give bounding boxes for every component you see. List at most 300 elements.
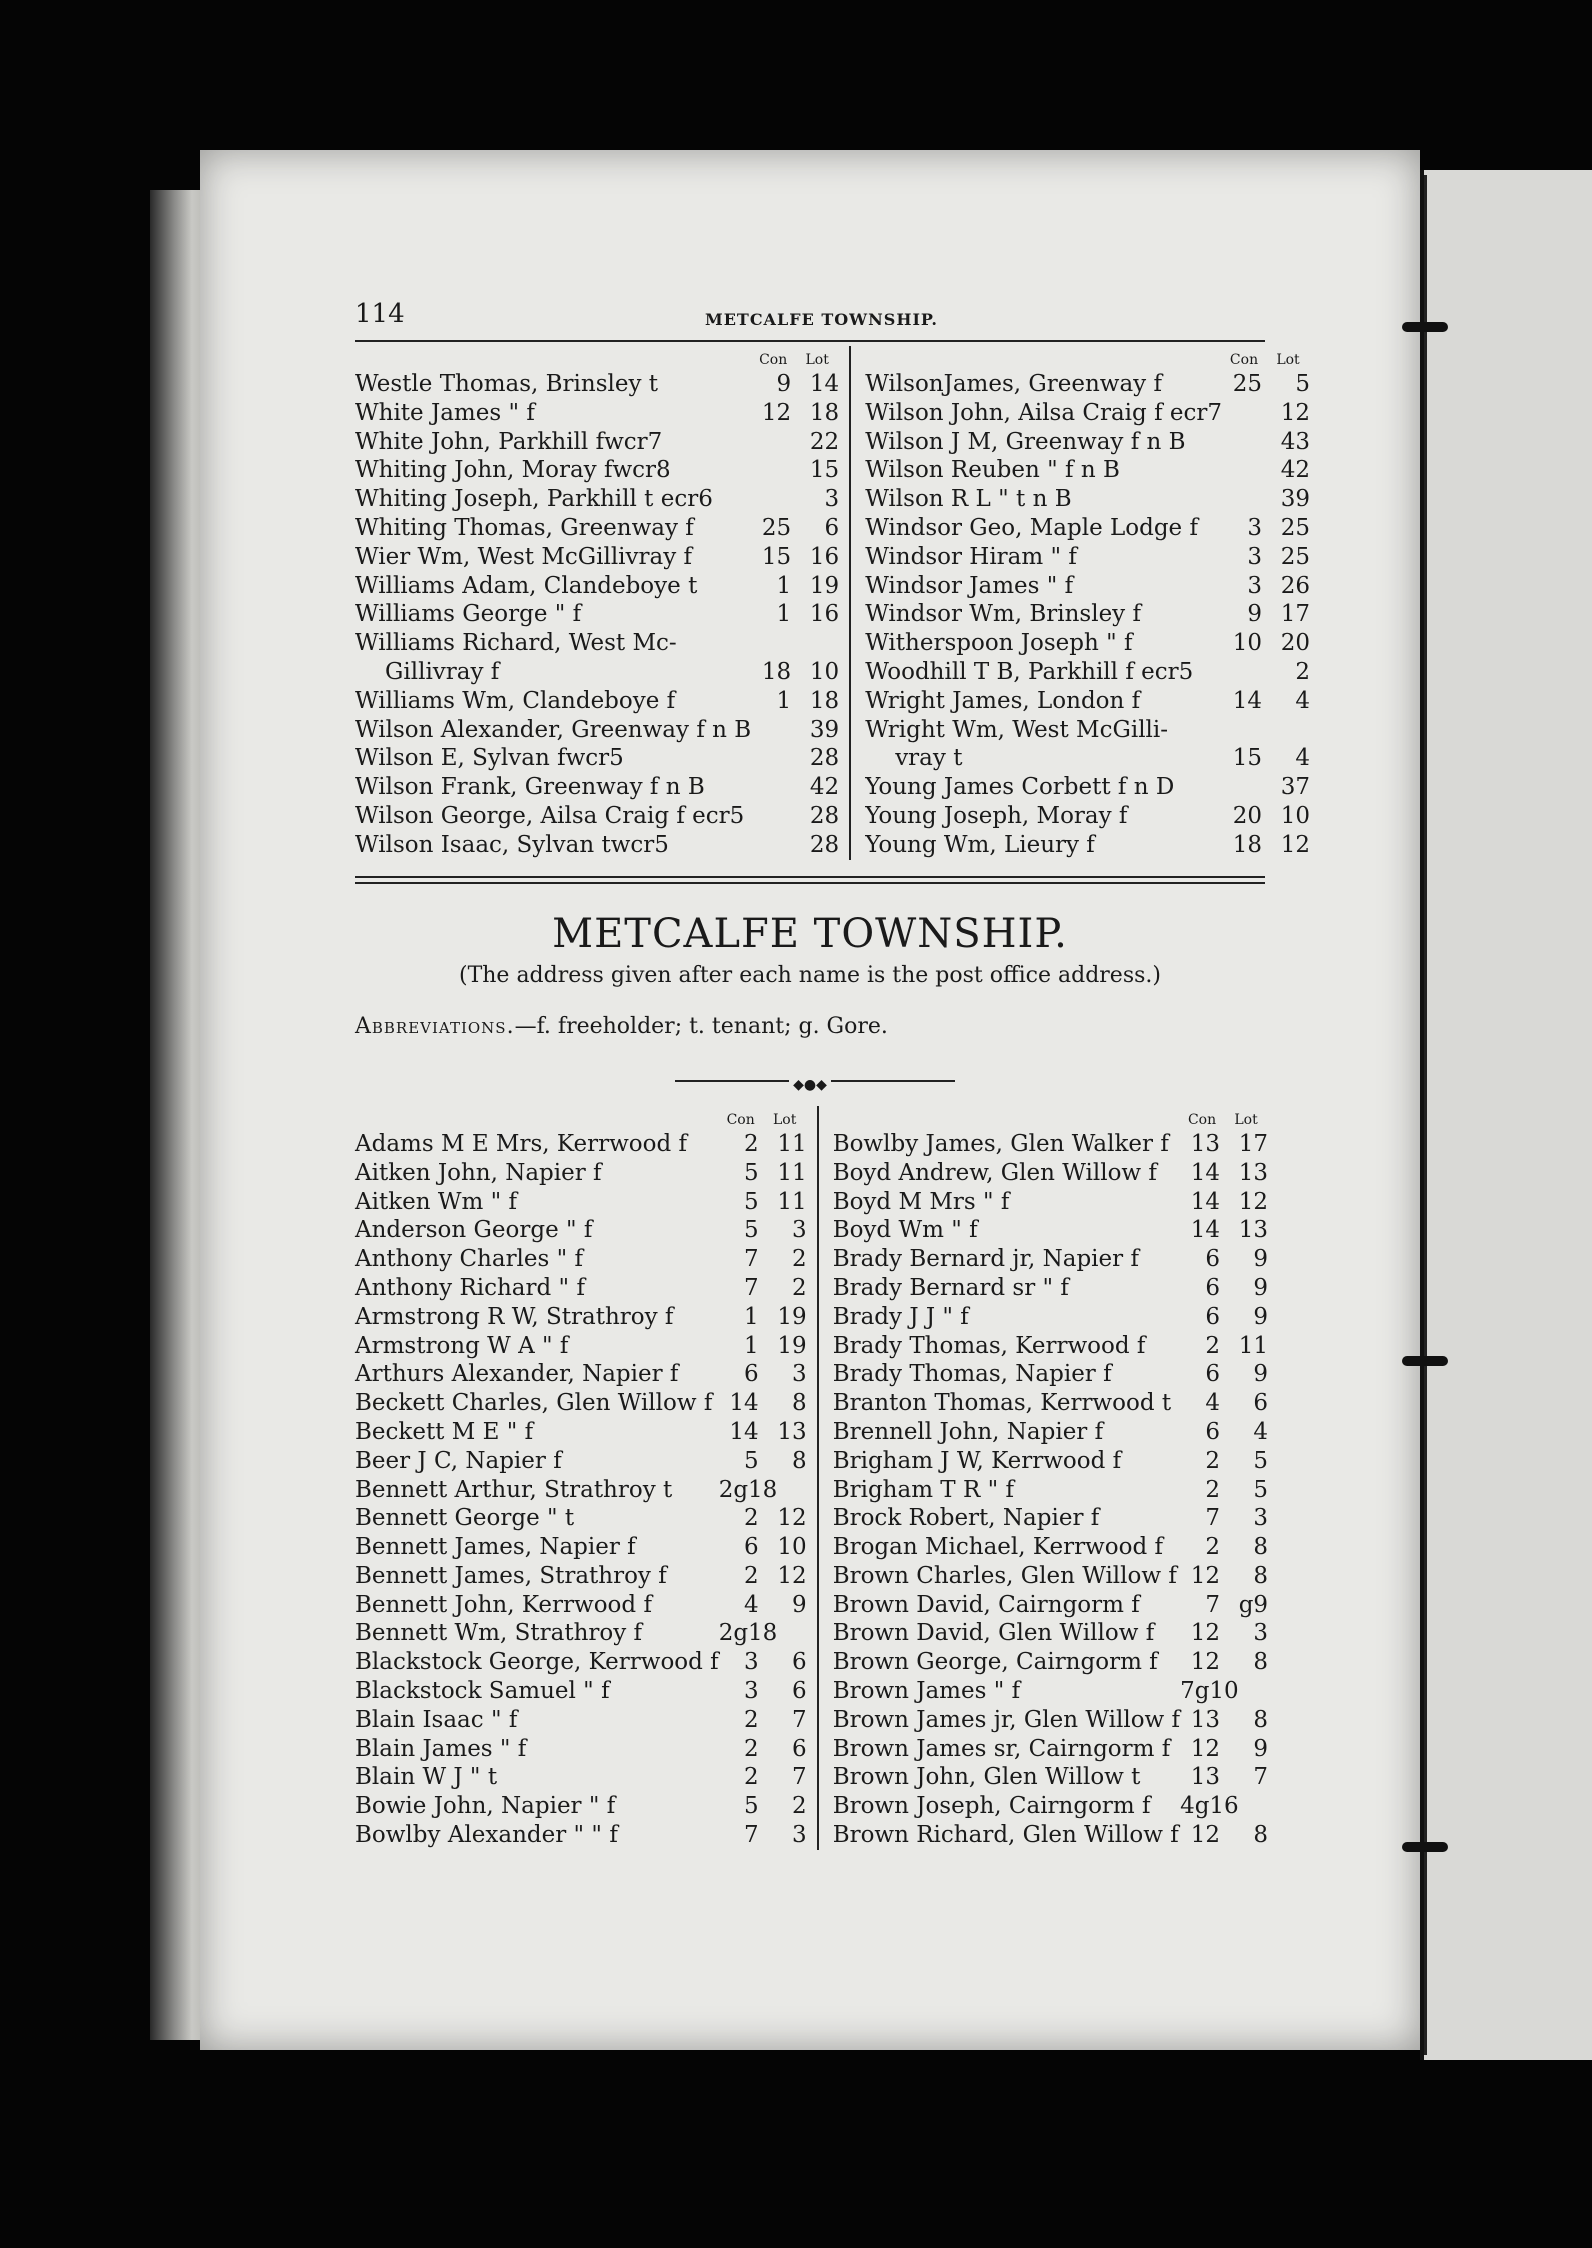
entry-name: Brown John, Glen Willow t [832, 1764, 1141, 1791]
entry-con: 2 [744, 1130, 759, 1157]
entry-name: Beckett M E " f [355, 1418, 534, 1445]
directory-entry [355, 399, 839, 428]
directory-entry [833, 1619, 1268, 1648]
entry-lot: 12 [1280, 399, 1311, 426]
entry-con: 6 [1205, 1274, 1221, 1301]
entry-name: Brigham T R " f [832, 1476, 1014, 1503]
entry-lot: 13 [1238, 1217, 1269, 1244]
entry-lot: 19 [809, 572, 840, 599]
entry-lot: 6 [1253, 1390, 1269, 1417]
entry-lot: 13 [1238, 1159, 1269, 1186]
directory-entry [865, 572, 1310, 601]
directory-entry [833, 1274, 1268, 1303]
entry-name: Wilson George, Ailsa Craig f ecr5 [355, 802, 745, 829]
entry-con: 2 [744, 1764, 759, 1791]
entry-con: 14 [729, 1390, 759, 1417]
entry-con [751, 744, 795, 773]
directory-entry [833, 1792, 1268, 1821]
entry-con: 2 [744, 1735, 759, 1762]
entry-con: 14 [729, 1418, 759, 1445]
entry-name: Boyd M Mrs " f [832, 1188, 1010, 1215]
entry-con: 2 [744, 1706, 759, 1733]
entry-name: Brown David, Cairngorm f [832, 1591, 1140, 1618]
entry-lot: 8 [792, 1447, 807, 1474]
directory-entry [355, 1792, 807, 1821]
directory-entry [865, 658, 1310, 687]
entry-name: Williams Wm, Clandeboye f [355, 687, 676, 714]
entry-lot: 17 [1280, 601, 1311, 628]
directory-entry [865, 629, 1310, 658]
entry-con: 20 [1232, 802, 1263, 829]
entry-name: Wilson Alexander, Greenway f n B [355, 716, 752, 743]
binding-stitch [1402, 322, 1448, 332]
entry-con [751, 456, 795, 485]
entry-name: Brown Joseph, Cairngorm f [832, 1793, 1151, 1820]
lot-label: Lot [773, 1111, 797, 1128]
directory-entry [355, 802, 839, 831]
directory-entry [355, 1735, 807, 1764]
entry-lot: 7 [792, 1706, 807, 1733]
entry-name: Anthony Richard " f [355, 1274, 585, 1301]
entry-lot: 12 [777, 1505, 807, 1532]
header-rule [355, 340, 1265, 342]
entry-name: Williams George " f [355, 601, 582, 628]
entry-name: White James " f [355, 399, 535, 426]
entry-name: Aitken John, Napier f [355, 1159, 602, 1186]
entry-name: Blain Isaac " f [355, 1706, 518, 1733]
entry-con: 12 [1190, 1562, 1221, 1589]
address-note: (The address given after each name is the post office address.) [459, 963, 1161, 989]
binding-stitch [1402, 1356, 1448, 1366]
entry-name: Blackstock George, Kerrwood f [355, 1649, 719, 1676]
abbreviations-text: —f. freeholder; t. tenant; g. Gore. [514, 1014, 888, 1040]
entry-name: Windsor Wm, Brinsley f [865, 601, 1141, 628]
directory-entry [355, 1447, 807, 1476]
entry-con: 6 [744, 1361, 759, 1388]
entry-name: Woodhill T B, Parkhill f ecr5 [865, 658, 1194, 685]
directory-entry [833, 1188, 1268, 1217]
entry-list [865, 370, 1310, 860]
directory-entry [355, 1706, 807, 1735]
entry-lot: 3 [792, 1361, 807, 1388]
directory-entry [833, 1677, 1268, 1706]
directory-entry [355, 485, 839, 514]
entry-lot: 11 [1238, 1332, 1269, 1359]
directory-entry [355, 572, 839, 601]
directory-entry [865, 428, 1310, 457]
entry-lot: 8 [1253, 1649, 1269, 1676]
entry-con [1222, 658, 1266, 687]
entry-name: Young James Corbett f n D [865, 774, 1175, 801]
lot-label: Lot [805, 352, 829, 368]
entry-lot: 2 [792, 1246, 807, 1273]
directory-entry [355, 1274, 807, 1303]
directory-entry [355, 1159, 807, 1188]
entry-name: Wilson J M, Greenway f n B [865, 428, 1186, 455]
entry-con [751, 485, 795, 514]
entry-lot: 18 [809, 687, 840, 714]
entry-name: Windsor James " f [865, 572, 1074, 599]
entry-con: 4 [744, 1591, 759, 1618]
entry-name: Brady Bernard sr " f [832, 1274, 1069, 1301]
entry-name: Boyd Andrew, Glen Willow f [832, 1159, 1157, 1186]
entry-lot: 8 [1253, 1706, 1269, 1733]
entry-name: Bennett James, Strathroy f [355, 1562, 667, 1589]
ornament-icon: ◆●◆ [789, 1071, 831, 1100]
directory-entry [865, 514, 1310, 543]
entry-lot: 42 [809, 774, 840, 801]
con-label: Con [759, 352, 788, 368]
directory-entry [355, 1504, 807, 1533]
entry-lot: 7 [1253, 1764, 1269, 1791]
entry-name: Boyd Wm " f [832, 1217, 978, 1244]
entry-name: Bennett George " t [355, 1505, 575, 1532]
directory-entry [865, 370, 1310, 399]
entry-name: Anthony Charles " f [355, 1246, 584, 1273]
entry-con [751, 831, 795, 860]
entry-lot: 16 [809, 601, 840, 628]
entry-con [1222, 428, 1266, 457]
entry-con: 2 [1205, 1332, 1221, 1359]
entry-con: 1 [776, 572, 792, 599]
entry-lot: 9 [1253, 1361, 1269, 1388]
entry-lot: 20 [1280, 630, 1311, 657]
entry-con: 12 [1190, 1822, 1221, 1849]
entry-lot: 28 [809, 745, 840, 772]
entry-con: 7g10 [1180, 1678, 1239, 1705]
running-title: METCALFE TOWNSHIP. [705, 310, 938, 329]
directory-entry [355, 716, 839, 745]
entry-con: 7 [744, 1822, 759, 1849]
entry-name: Branton Thomas, Kerrwood t [832, 1390, 1172, 1417]
entry-name: Whiting Thomas, Greenway f [355, 514, 694, 541]
directory-entry [833, 1216, 1268, 1245]
entry-con: 3 [1247, 543, 1263, 570]
entry-name: Whiting Joseph, Parkhill t ecr6 [355, 486, 713, 513]
entry-con: 6 [1205, 1303, 1221, 1330]
directory-entry [865, 600, 1310, 629]
entry-name: Williams Adam, Clandeboye t [355, 572, 698, 599]
entry-lot: 15 [809, 457, 840, 484]
directory-entry [355, 744, 839, 773]
entry-con [751, 773, 795, 802]
column-header [355, 346, 839, 370]
entry-con: 12 [1190, 1735, 1221, 1762]
entry-name: Brown James " f [832, 1678, 1021, 1705]
directory-entry [355, 1360, 807, 1389]
directory-entry [833, 1648, 1268, 1677]
entry-list [833, 1130, 1268, 1850]
entry-con: 4 [1205, 1390, 1221, 1417]
entry-lot: 39 [809, 716, 840, 743]
entry-name: Windsor Geo, Maple Lodge f [865, 514, 1198, 541]
entry-con [751, 428, 795, 457]
entry-name: Wilson Isaac, Sylvan twcr5 [355, 831, 669, 858]
entry-con: 1 [776, 601, 792, 628]
entry-con: 9 [776, 371, 792, 397]
entry-name: Beckett Charles, Glen Willow f [355, 1390, 713, 1417]
directory-entry [865, 543, 1310, 572]
entry-list [355, 370, 839, 860]
directory-entry [833, 1303, 1268, 1332]
entry-con [1222, 773, 1266, 802]
directory-entry [355, 1648, 807, 1677]
entry-name: Brock Robert, Napier f [832, 1505, 1100, 1532]
entry-con [751, 802, 795, 831]
entry-con: 7 [744, 1274, 759, 1301]
entry-name: Brown Richard, Glen Willow f [832, 1822, 1179, 1849]
entry-name: Arthurs Alexander, Napier f [355, 1361, 679, 1388]
entry-lot: 3 [1253, 1505, 1269, 1532]
entry-list [355, 1130, 807, 1850]
entry-name: Wier Wm, West McGillivray f [355, 543, 693, 570]
entry-name: Aitken Wm " f [355, 1188, 518, 1215]
entry-name: Brown James sr, Cairngorm f [832, 1735, 1171, 1762]
entry-lot: 12 [1238, 1188, 1269, 1215]
directory-entry [355, 600, 839, 629]
directory-entry [865, 399, 1310, 428]
entry-con: 7 [1205, 1505, 1221, 1532]
entry-lot: 7 [792, 1764, 807, 1791]
directory-entry [833, 1591, 1268, 1620]
entry-name: Young Wm, Lieury f [865, 831, 1095, 858]
entry-lot: 8 [792, 1390, 807, 1417]
abbreviations [355, 1013, 1265, 1042]
directory-entry [355, 1821, 807, 1850]
entry-name: Brigham J W, Kerrwood f [832, 1447, 1122, 1474]
entry-con: 6 [1205, 1418, 1221, 1445]
con-label: Con [1187, 1111, 1217, 1128]
entry-name: Brady Thomas, Napier f [832, 1361, 1112, 1388]
entry-name: White John, Parkhill fwcr7 [355, 428, 663, 455]
entry-lot: 11 [777, 1159, 807, 1186]
entry-con: 14 [1190, 1217, 1221, 1244]
page-number: 114 [355, 299, 405, 329]
entry-name: Brennell John, Napier f [832, 1418, 1104, 1445]
entry-lot: 9 [1253, 1246, 1269, 1273]
entry-name: Adams M E Mrs, Kerrwood f [355, 1130, 687, 1157]
entry-con: 5 [744, 1217, 759, 1244]
entry-lot: 11 [777, 1188, 807, 1215]
lot-label: Lot [1276, 352, 1300, 368]
directory-entry [355, 1245, 807, 1274]
entry-con: 25 [761, 514, 792, 541]
entry-lot: 10 [1280, 802, 1311, 829]
directory-entry [833, 1245, 1268, 1274]
entry-con: 10 [1232, 630, 1263, 657]
entry-con [1222, 399, 1266, 428]
entry-con: 9 [1247, 601, 1263, 628]
entry-con: 3 [1247, 572, 1263, 599]
directory-entry [355, 629, 839, 658]
directory-entry [865, 773, 1310, 802]
entry-lot: 4 [1295, 745, 1311, 772]
directory-entry [833, 1360, 1268, 1389]
con-label: Con [1229, 352, 1259, 368]
con-label: Con [726, 1111, 755, 1128]
entry-lot: 8 [1253, 1562, 1269, 1589]
lot-label: Lot [1234, 1111, 1258, 1128]
directory-entry [355, 1562, 807, 1591]
abbreviations-label: Abbreviations. [355, 1014, 515, 1040]
entry-name: Bennett Arthur, Strathroy t [355, 1476, 673, 1503]
binding-line [1424, 175, 1427, 2055]
entry-con: 7 [1205, 1591, 1221, 1618]
entry-con: 5 [744, 1159, 759, 1186]
entry-name: Brown David, Glen Willow f [832, 1620, 1155, 1647]
entry-lot: 16 [809, 543, 840, 570]
entry-con: 15 [1232, 745, 1263, 772]
directory-entry [833, 1130, 1268, 1159]
entry-name: Brown Charles, Glen Willow f [832, 1562, 1177, 1589]
directory-entry [355, 1533, 807, 1562]
entry-name: Anderson George " f [355, 1217, 593, 1244]
entry-lot: 11 [777, 1130, 807, 1157]
entry-lot: 6 [824, 514, 840, 541]
entry-name: vray t [895, 745, 963, 772]
entry-con: 18 [1232, 831, 1263, 858]
entry-con: 2 [744, 1562, 759, 1589]
entry-con: 6 [1205, 1246, 1221, 1273]
entry-lot: 9 [1253, 1274, 1269, 1301]
directory-entry [833, 1821, 1268, 1850]
entry-name: Blackstock Samuel " f [355, 1678, 610, 1705]
top-directory [355, 346, 1311, 860]
entry-lot: 13 [777, 1418, 807, 1445]
entry-name: Wilson Reuben " f n B [865, 457, 1120, 484]
entry-name: Bowie John, Napier " f [355, 1793, 616, 1820]
entry-con: 13 [1190, 1764, 1221, 1791]
entry-lot: 4 [1253, 1418, 1269, 1445]
binding-stitch [1402, 1842, 1448, 1852]
entry-con: 3 [744, 1649, 759, 1676]
entry-con: 15 [761, 543, 792, 570]
entry-name: Armstrong R W, Strathroy f [355, 1303, 674, 1330]
entry-lot: 28 [809, 802, 840, 829]
entry-lot: 6 [792, 1735, 807, 1762]
entry-name: Gillivray f [385, 658, 500, 685]
directory-entry [355, 831, 839, 860]
entry-con: 2 [1205, 1476, 1221, 1503]
metcalfe-right-column [817, 1106, 1268, 1850]
entry-lot: 18 [809, 399, 840, 426]
directory-entry [833, 1504, 1268, 1533]
entry-lot: 8 [1253, 1822, 1269, 1849]
entry-lot: 12 [777, 1562, 807, 1589]
entry-lot [1224, 1792, 1268, 1821]
directory-entry [355, 1591, 807, 1620]
entry-name: Brady Bernard jr, Napier f [832, 1246, 1139, 1273]
entry-name: Bowlby James, Glen Walker f [832, 1130, 1169, 1157]
directory-entry [355, 1418, 807, 1447]
entry-con [1222, 716, 1266, 745]
entry-lot: 2 [792, 1274, 807, 1301]
entry-lot: 3 [1253, 1620, 1269, 1647]
entry-lot: 2 [792, 1793, 807, 1820]
top-left-column [355, 346, 849, 860]
entry-con: 2g18 [718, 1620, 778, 1647]
entry-con: 7 [744, 1246, 759, 1273]
entry-con: 2g18 [718, 1476, 778, 1503]
entry-lot: 22 [809, 428, 840, 455]
entry-name: Brogan Michael, Kerrwood f [832, 1534, 1163, 1561]
entry-lot: 3 [792, 1822, 807, 1849]
entry-con: 14 [1232, 687, 1263, 714]
entry-lot: 10 [777, 1534, 807, 1561]
entry-name: Brady Thomas, Kerrwood f [832, 1332, 1146, 1359]
column-header [865, 346, 1310, 370]
entry-name: Brown James jr, Glen Willow f [832, 1706, 1181, 1733]
top-right-column [849, 346, 1310, 860]
column-header [355, 1106, 807, 1130]
entry-lot: 19 [777, 1332, 807, 1359]
entry-name: Whiting John, Moray fwcr8 [355, 457, 671, 484]
entry-con [1222, 485, 1266, 514]
directory-entry [833, 1476, 1268, 1505]
entry-name: Bennett John, Kerrwood f [355, 1591, 652, 1618]
entry-lot: 28 [809, 831, 840, 858]
metcalfe-left-column [355, 1106, 817, 1850]
entry-lot: 4 [1295, 687, 1311, 714]
entry-con: 3 [1247, 514, 1263, 541]
directory-entry [833, 1735, 1268, 1764]
entry-lot: 19 [777, 1303, 807, 1330]
entry-lot: 5 [1253, 1476, 1269, 1503]
ornament-rule [355, 1068, 1265, 1092]
entry-lot: 37 [1280, 774, 1311, 801]
entry-lot: 26 [1280, 572, 1311, 599]
entry-name: Wilson John, Ailsa Craig f ecr7 [865, 399, 1223, 426]
entry-lot: 9 [1253, 1735, 1269, 1762]
entry-name: Brady J J " f [832, 1303, 969, 1330]
entry-lot [763, 1619, 807, 1648]
directory-entry [355, 687, 839, 716]
entry-lot: 3 [792, 1217, 807, 1244]
entry-lot: 2 [1295, 658, 1311, 685]
directory-entry [355, 1188, 807, 1217]
directory-entry [833, 1418, 1268, 1447]
column-header [833, 1106, 1268, 1130]
entry-name: Armstrong W A " f [355, 1332, 569, 1359]
directory-entry [833, 1159, 1268, 1188]
adjacent-page [1420, 170, 1592, 2060]
entry-name: Wilson R L " t n B [865, 486, 1072, 513]
directory-entry [865, 716, 1310, 745]
directory-entry [833, 1562, 1268, 1591]
directory-entry [355, 543, 839, 572]
entry-con: 3 [744, 1678, 759, 1705]
entry-lot: 9 [792, 1591, 807, 1618]
entry-name: Young Joseph, Moray f [865, 802, 1128, 829]
directory-entry [833, 1706, 1268, 1735]
directory-entry [865, 456, 1310, 485]
entry-lot: 3 [824, 486, 840, 513]
entry-lot: 9 [1253, 1303, 1269, 1330]
directory-entry [833, 1332, 1268, 1361]
entry-name: Bennett Wm, Strathroy f [355, 1620, 643, 1647]
entry-name: Wright James, London f [865, 687, 1141, 714]
entry-con [1222, 456, 1266, 485]
entry-name: Windsor Hiram " f [865, 543, 1077, 570]
entry-con: 1 [744, 1332, 759, 1359]
directory-entry [355, 1619, 807, 1648]
entry-name: Beer J C, Napier f [355, 1447, 562, 1474]
entry-con: 4g16 [1180, 1793, 1239, 1820]
directory-entry [355, 456, 839, 485]
entry-con [751, 629, 795, 658]
entry-lot: 17 [1238, 1130, 1269, 1157]
entry-lot: g9 [1238, 1591, 1269, 1618]
